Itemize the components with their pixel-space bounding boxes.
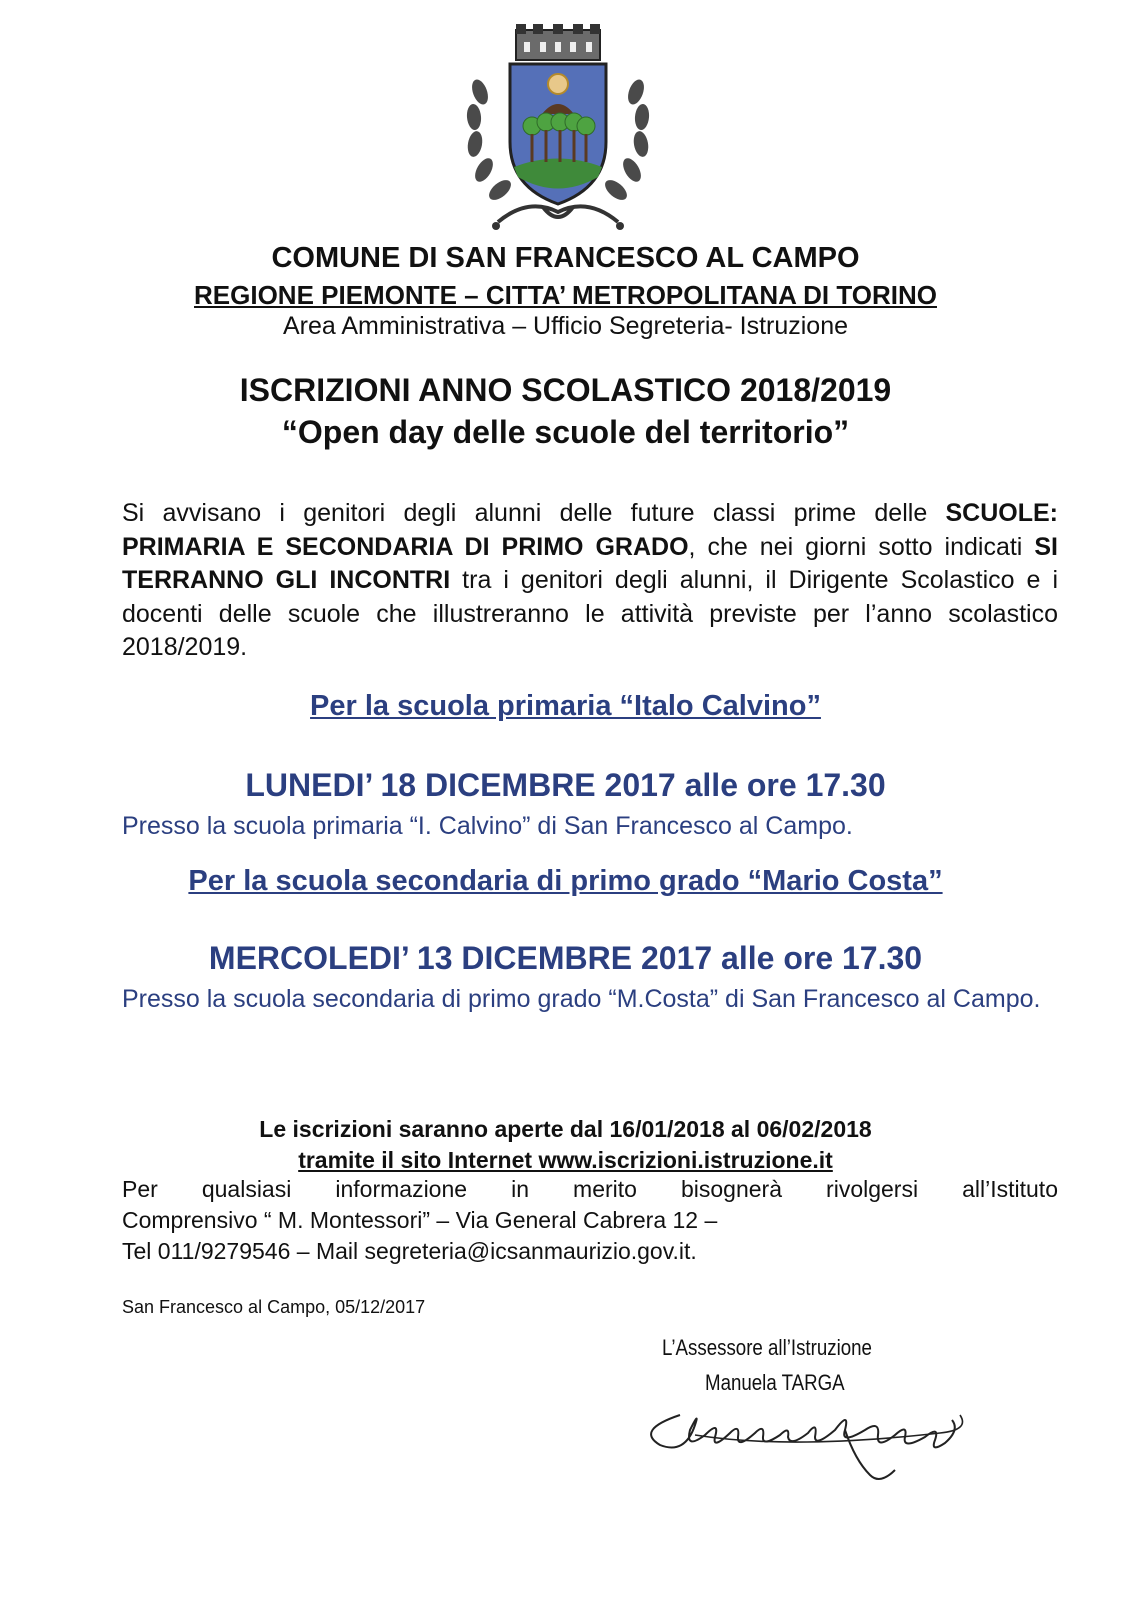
document-subtitle: “Open day delle scuole del territorio” [281,414,850,450]
municipality-name: COMUNE DI SAN FRANCESCO AL CAMPO [271,242,860,274]
intro-bold-schools: SCUOLE: PRIMARIA E SECONDARIA DI PRIMO GRADO [122,499,1058,561]
secondary-school-place: Presso la scuola secondaria di primo grado “M.Costa” di San Francesco al Campo. [122,985,1041,1013]
intro-paragraph [122,497,1058,665]
primary-school-place: Presso la scuola primaria “I. Calvino” di San Francesco al Campo. [122,812,853,840]
contact-line-1: Per qualsiasi informazione in merito bisognerà rivolgersi all’Istituto [122,1176,1058,1202]
municipal-coat-of-arms-icon [458,22,658,238]
enrollment-website: tramite il sito Internet www.iscrizioni.istruzione.it [298,1147,833,1173]
office-name: Area Amministrativa – Ufficio Segreteria- Istruzione [282,312,849,340]
intro-text-2: , che nei giorni sotto indicati [688,532,1035,561]
signatory-role: L’Assessore all’Istruzione [662,1335,872,1360]
document-title: ISCRIZIONI ANNO SCOLASTICO 2018/2019 [239,372,892,408]
intro-bold-meetings: SI TERRANNO GLI INCONTRI [122,532,1058,594]
enrollment-dates: Le iscrizioni saranno aperte dal 16/01/2018 al 06/02/2018 [259,1116,872,1142]
primary-school-heading: Per la scuola primaria “Italo Calvino” [310,690,821,722]
intro-text-1: Si avvisano i genitori degli alunni delle future classi prime delle [122,499,946,527]
region-name: REGIONE PIEMONTE – CITTA’ METROPOLITANA DI TORINO [194,280,937,310]
primary-school-date: LUNEDI’ 18 DICEMBRE 2017 alle ore 17.30 [245,767,886,803]
contact-line-2: Comprensivo “ M. Montessori” – Via General Cabrera 12 – [122,1207,718,1233]
signatory-name: Manuela TARGA [705,1370,845,1395]
contact-info [122,1174,1058,1267]
secondary-school-heading: Per la scuola secondaria di primo grado “Mario Costa” [188,865,943,897]
handwritten-signature-icon [640,1375,990,1490]
place-and-date: San Francesco al Campo, 05/12/2017 [122,1297,426,1317]
secondary-school-date: MERCOLEDI’ 13 DICEMBRE 2017 alle ore 17.30 [208,940,923,976]
contact-line-3: Tel 011/9279546 – Mail segreteria@icsanmaurizio.gov.it. [122,1238,697,1264]
intro-text-3: tra i genitori degli alunni, il Dirigente Scolastico e i docenti delle scuole che illustreranno le attività previste per l’anno scolastico 2018/2019. [122,566,1058,661]
